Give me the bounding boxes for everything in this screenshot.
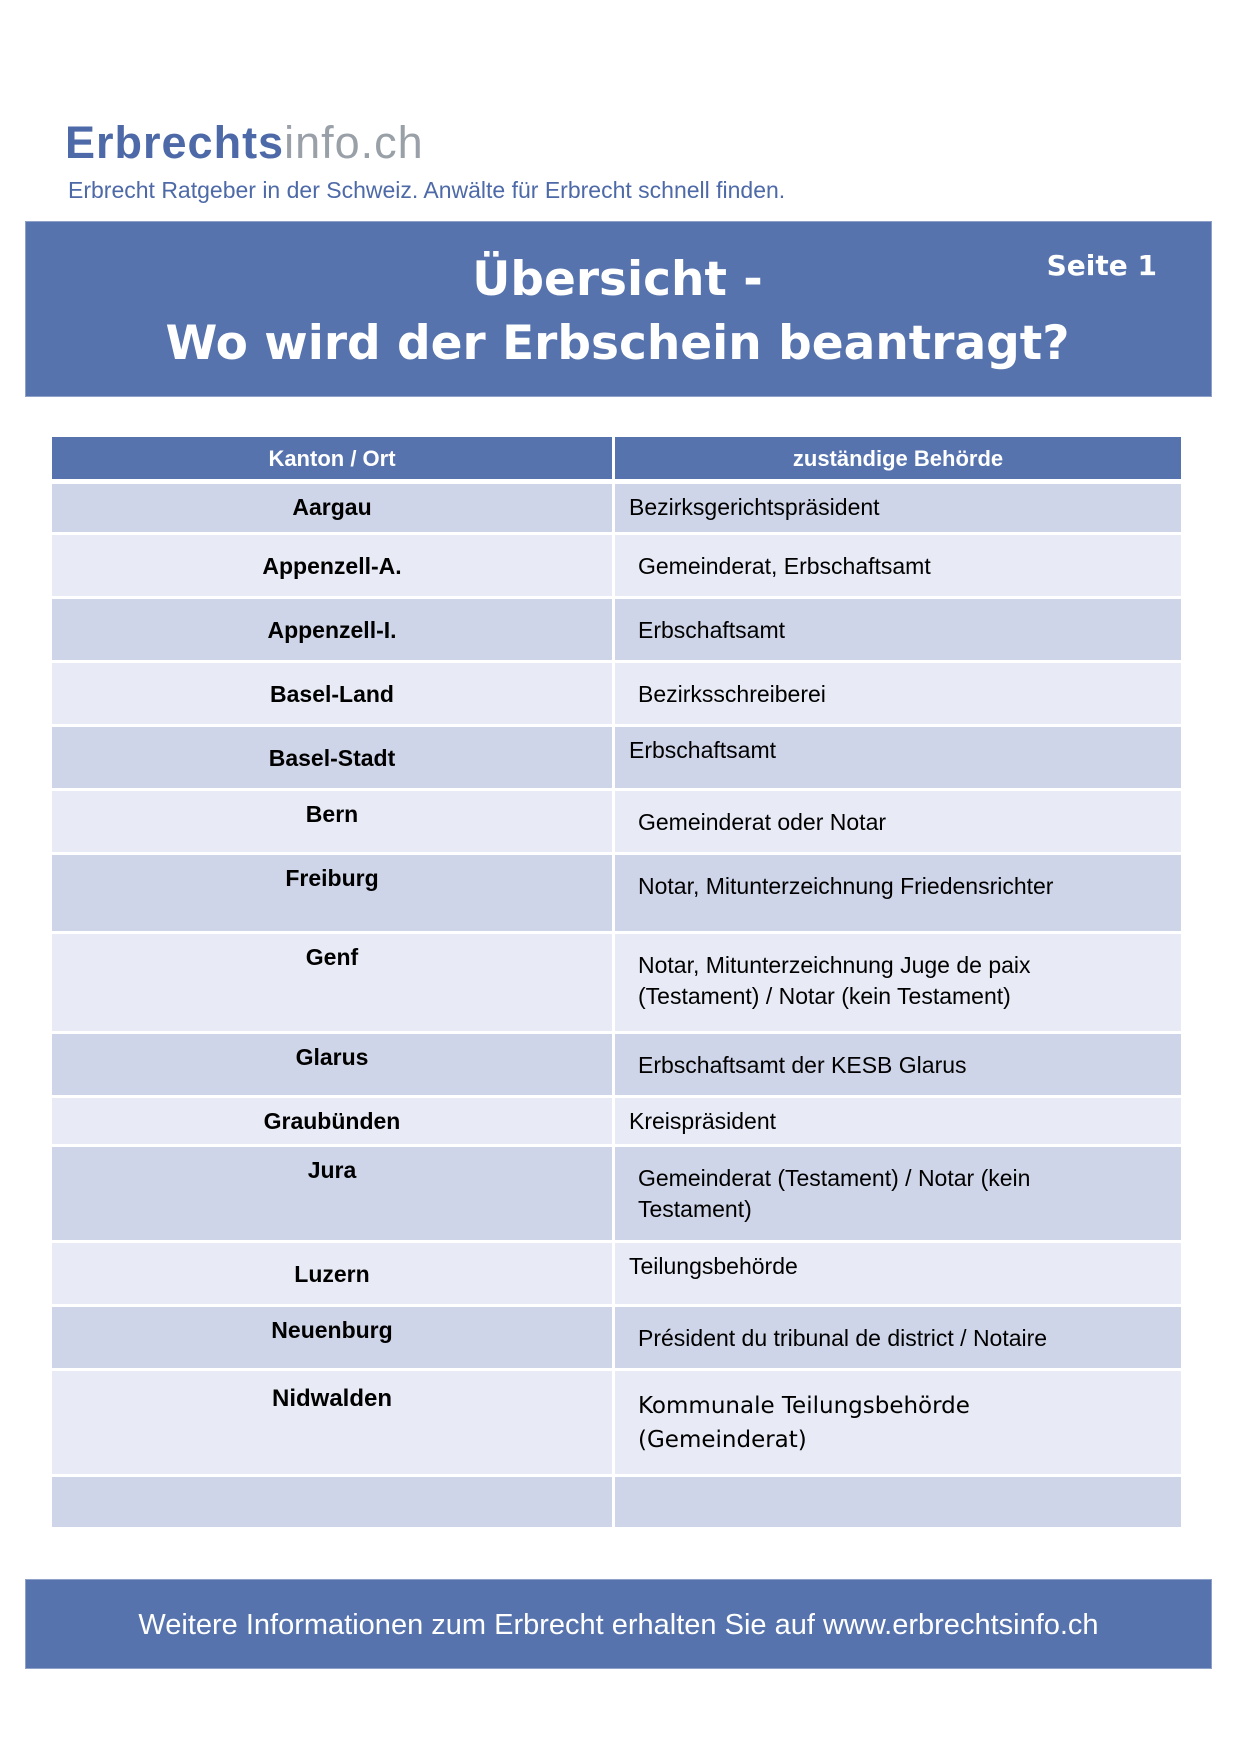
table-row: [52, 791, 1181, 855]
table-row: [52, 1147, 1181, 1243]
site-logo[interactable]: [65, 113, 424, 173]
kanton-cell: Basel-Stadt: [52, 727, 615, 788]
table-row: [52, 855, 1181, 934]
table-row: [52, 1243, 1181, 1307]
kanton-cell: Jura: [52, 1147, 615, 1240]
kanton-cell: Basel-Land: [52, 663, 615, 724]
column-header-behoerde: zuständige Behörde: [615, 437, 1181, 479]
table-row: [52, 727, 1181, 791]
title-banner: [25, 221, 1212, 397]
footer-banner: [25, 1579, 1212, 1669]
table-row: [52, 484, 1181, 535]
kanton-cell: [52, 1477, 615, 1527]
page-title-line-2: Wo wird der Erbschein beantragt?: [165, 316, 1070, 371]
kanton-cell: Bern: [52, 791, 615, 852]
table-row: [52, 1477, 1181, 1527]
kanton-cell: Glarus: [52, 1034, 615, 1095]
kanton-cell: Neuenburg: [52, 1307, 615, 1368]
behoerde-cell: Notar, Mitunterzeichnung Friedensrichter: [615, 855, 1181, 931]
table-row: [52, 1371, 1181, 1477]
logo-text-light: info.ch: [284, 117, 424, 168]
behoerde-cell: Gemeinderat, Erbschaftsamt: [615, 535, 1181, 596]
behoerde-cell: Président du tribunal de district / Notaire: [615, 1307, 1181, 1368]
column-header-kanton: Kanton / Ort: [52, 437, 615, 479]
table-row: [52, 1098, 1181, 1147]
behoerde-cell: Erbschaftsamt: [615, 727, 1181, 788]
kanton-cell: Genf: [52, 934, 615, 1031]
behoerde-cell: Kreispräsident: [615, 1098, 1181, 1144]
kanton-cell: Appenzell-I.: [52, 599, 615, 660]
kanton-cell: Nidwalden: [52, 1371, 615, 1474]
behoerde-cell: Gemeinderat (Testament) / Notar (kein Testament): [615, 1147, 1181, 1240]
behoerde-cell: Erbschaftsamt: [615, 599, 1181, 660]
site-tagline: Erbrecht Ratgeber in der Schweiz. Anwälte für Erbrecht schnell finden.: [68, 177, 786, 203]
behoerde-cell: Teilungsbehörde: [615, 1243, 1181, 1304]
table-row: [52, 535, 1181, 599]
table-row: [52, 934, 1181, 1034]
page-number: Seite 1: [1046, 249, 1157, 282]
kanton-cell: Luzern: [52, 1243, 615, 1304]
table-row: [52, 1034, 1181, 1098]
table-row: [52, 599, 1181, 663]
behoerde-cell: Bezirksgerichtspräsident: [615, 484, 1181, 532]
table-header-row: [52, 437, 1181, 484]
behoerde-cell: [615, 1477, 1181, 1527]
kanton-cell: Aargau: [52, 484, 615, 532]
logo-text-bold: Erbrechts: [65, 117, 285, 168]
kanton-cell: Graubünden: [52, 1098, 615, 1144]
kanton-cell: Appenzell-A.: [52, 535, 615, 596]
footer-text[interactable]: Weitere Informationen zum Erbrecht erhalten Sie auf www.erbrechtsinfo.ch: [138, 1609, 1099, 1641]
behoerde-cell: Erbschaftsamt der KESB Glarus: [615, 1034, 1181, 1095]
behoerde-cell: Gemeinderat oder Notar: [615, 791, 1181, 852]
page-title-line-1: Übersicht -: [472, 252, 763, 307]
table-row: [52, 1307, 1181, 1371]
behoerde-cell: Notar, Mitunterzeichnung Juge de paix (Testament) / Notar (kein Testament): [615, 934, 1181, 1031]
table-row: [52, 663, 1181, 727]
kanton-cell: Freiburg: [52, 855, 615, 931]
behoerde-cell: Kommunale Teilungsbehörde (Gemeinderat): [615, 1371, 1181, 1474]
behoerde-cell: Bezirksschreiberei: [615, 663, 1181, 724]
authority-table: [52, 437, 1181, 1527]
